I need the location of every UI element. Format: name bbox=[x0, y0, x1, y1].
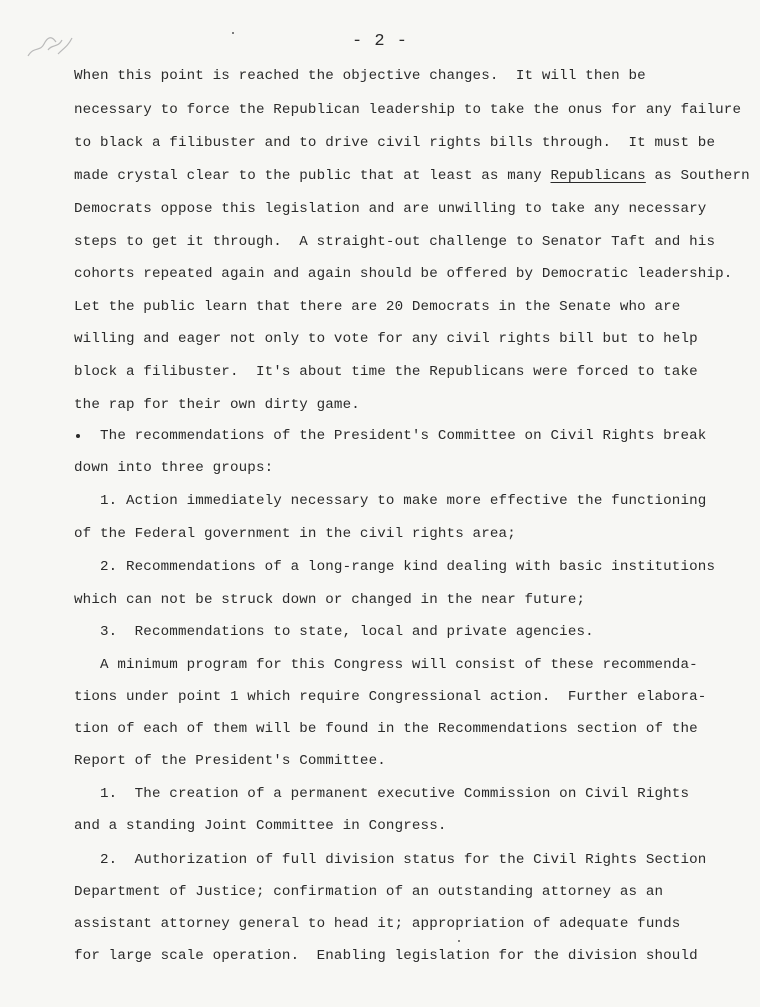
text-line: 3. Recommendations to state, local and private agencies. bbox=[74, 624, 594, 640]
text-line: block a filibuster. It's about time the Republicans were forced to take bbox=[74, 364, 698, 380]
handwritten-mark bbox=[22, 26, 82, 66]
text-line: the rap for their own dirty game. bbox=[74, 397, 360, 413]
text-line: willing and eager not only to vote for any civil rights bill but to help bbox=[74, 331, 698, 347]
text-line: Let the public learn that there are 20 Democrats in the Senate who are bbox=[74, 299, 681, 315]
text-line: steps to get it through. A straight-out challenge to Senator Taft and his bbox=[74, 234, 716, 250]
text-line: When this point is reached the objective changes. It will then be bbox=[74, 68, 646, 84]
text-line: cohorts repeated again and again should be offered by Democratic leadership. bbox=[74, 266, 733, 282]
underlined-word: Republicans bbox=[550, 168, 646, 184]
text-line: 1. The creation of a permanent executive Commission on Civil Rights bbox=[74, 786, 690, 802]
page-number: - 2 - bbox=[352, 32, 409, 51]
text-line: for large scale operation. Enabling legislation for the division should bbox=[74, 948, 698, 964]
text-line: to black a filibuster and to drive civil rights bills through. It must be bbox=[74, 135, 716, 151]
text-line: 2. Recommendations of a long-range kind dealing with basic institutions bbox=[74, 559, 716, 575]
text-line: which can not be struck down or changed in the near future; bbox=[74, 592, 586, 608]
text-line-with-underline bbox=[74, 168, 750, 185]
paper-speck bbox=[458, 940, 460, 942]
text-line: tion of each of them will be found in the Recommendations section of the bbox=[74, 721, 698, 737]
paper-speck bbox=[232, 32, 234, 34]
text-line: of the Federal government in the civil rights area; bbox=[74, 526, 516, 542]
text-fragment: as Southern bbox=[645, 168, 750, 184]
text-fragment: made crystal clear to the public that at least as many bbox=[74, 168, 551, 184]
text-line: 1. Action immediately necessary to make more effective the functioning bbox=[74, 493, 707, 509]
text-line: The recommendations of the President's Committee on Civil Rights break bbox=[74, 428, 707, 444]
text-line: A minimum program for this Congress will consist of these recommenda- bbox=[74, 657, 698, 673]
text-line: 2. Authorization of full division status for the Civil Rights Section bbox=[74, 852, 707, 868]
text-line: and a standing Joint Committee in Congress. bbox=[74, 818, 447, 834]
text-line: down into three groups: bbox=[74, 460, 274, 476]
text-line: assistant attorney general to head it; appropriation of adequate funds bbox=[74, 916, 681, 932]
text-line: Democrats oppose this legislation and are unwilling to take any necessary bbox=[74, 201, 707, 217]
text-line: necessary to force the Republican leadership to take the onus for any failure bbox=[74, 102, 742, 118]
text-line: tions under point 1 which require Congressional action. Further elabora- bbox=[74, 689, 707, 705]
text-line: Department of Justice; confirmation of an outstanding attorney as an bbox=[74, 884, 664, 900]
text-line: Report of the President's Committee. bbox=[74, 753, 386, 769]
